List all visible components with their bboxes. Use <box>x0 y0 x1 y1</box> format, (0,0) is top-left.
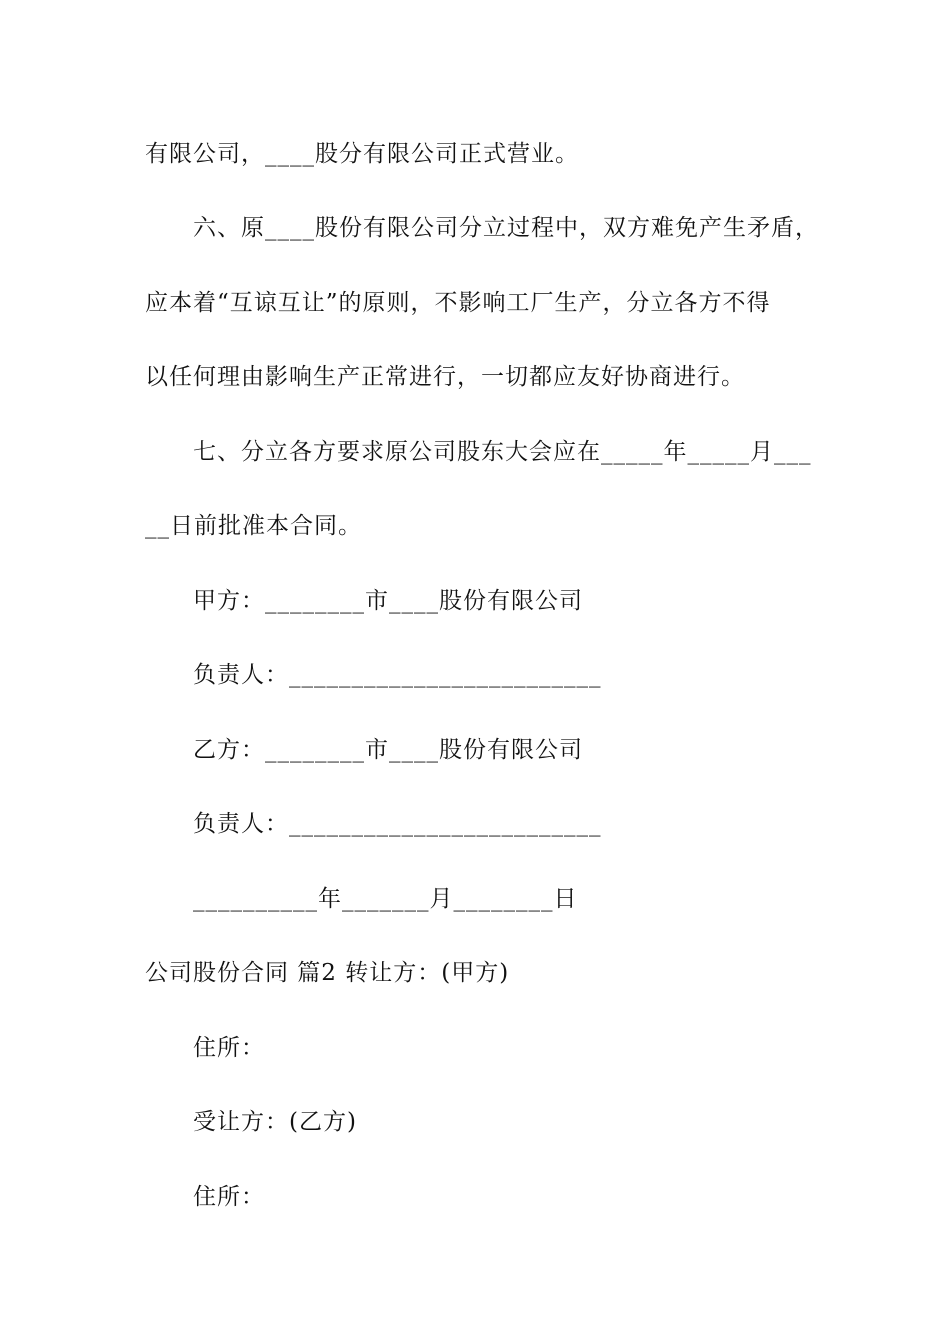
section-heading-line: 公司股份合同 篇2 转让方：(甲方) <box>145 960 510 986</box>
date-line: __________年_______月________日 <box>193 886 578 912</box>
clause-seven-line-1: 七、分立各方要求原公司股东大会应在_____年_____月___ <box>193 439 812 465</box>
transferor-address-line: 住所： <box>193 1035 265 1061</box>
party-a-representative-line: 负责人：_________________________ <box>193 662 602 688</box>
clause-seven-line-2: __日前批准本合同。 <box>145 513 362 539</box>
party-b-line: 乙方：________市____股份有限公司 <box>193 737 583 763</box>
party-a-line: 甲方：________市____股份有限公司 <box>193 588 583 614</box>
clause-six-line-1: 六、原____股份有限公司分立过程中，双方难免产生矛盾， <box>193 215 819 241</box>
transferee-line: 受让方：(乙方) <box>193 1109 357 1135</box>
party-b-representative-line: 负责人：_________________________ <box>193 811 602 837</box>
clause-six-line-3: 以任何理由影响生产正常进行，一切都应友好协商进行。 <box>145 364 745 390</box>
transferee-address-line: 住所： <box>193 1184 265 1210</box>
paragraph-line: 有限公司，____股分有限公司正式营业。 <box>145 141 579 167</box>
clause-six-line-2: 应本着“互谅互让”的原则，不影响工厂生产，分立各方不得 <box>145 290 771 316</box>
